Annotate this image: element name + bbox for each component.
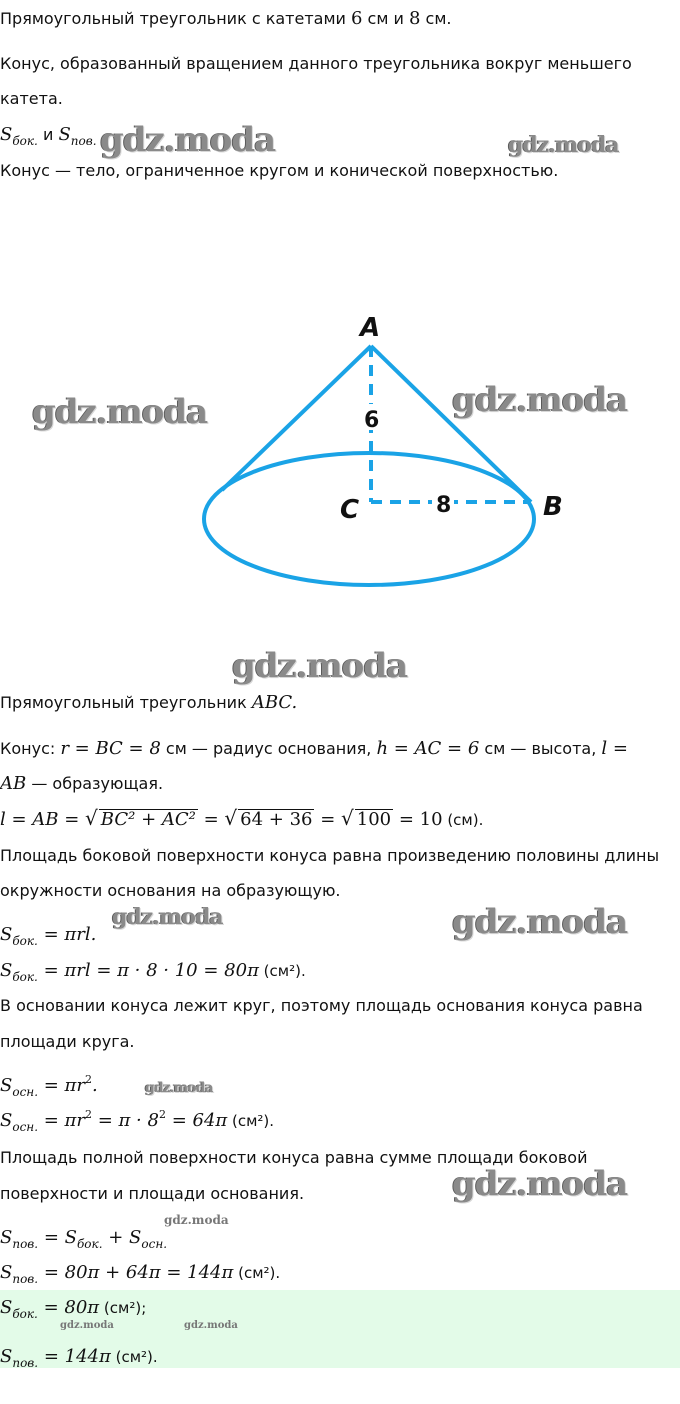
base-text-1: В основании конуса лежит круг, поэтому площадь основания конуса равна: [0, 996, 643, 1015]
total-calc: = 80π + 64π = 144π: [38, 1262, 234, 1283]
radius-value-label: 8: [436, 493, 452, 518]
watermark: gdz.moda: [452, 380, 628, 420]
slant-calc-line: [0, 807, 483, 831]
s-symbol: S: [0, 1075, 13, 1096]
s-symbol: S: [0, 960, 13, 981]
sqrt-icon: √: [85, 806, 98, 830]
s-symbol: S: [0, 1262, 13, 1283]
base-text-2: площади круга.: [0, 1032, 135, 1051]
sqrt-icon: √: [224, 806, 238, 830]
solution-triangle-line: [0, 692, 297, 714]
sqrt-radicand-3: 100: [356, 809, 392, 830]
s-sub: пов.: [12, 1237, 39, 1251]
cone-base-ellipse: [204, 453, 534, 585]
leg-b: 8: [409, 8, 421, 29]
answer-total-line: [0, 1346, 158, 1369]
slant-text: — образующая.: [26, 774, 164, 793]
s-sub: осн.: [12, 1085, 39, 1099]
given-text-mid: см и: [362, 9, 409, 28]
find-object-line1: Конус, образованный вращением данного треугольника вокруг меньшего: [0, 54, 632, 73]
square-exp: 2: [84, 1108, 92, 1121]
eq-sign: =: [38, 1227, 65, 1248]
watermark: gdz.moda: [100, 120, 276, 160]
s-symbol: S: [64, 1227, 77, 1248]
total-unit: (см²).: [233, 1264, 281, 1282]
ab-expr: AB: [0, 773, 27, 794]
watermark: gdz.moda: [112, 904, 223, 930]
watermark: gdz.moda: [60, 1320, 114, 1331]
answer-total-value: = 144π: [38, 1346, 111, 1367]
watermark: gdz.moda: [508, 132, 619, 158]
sqrt-icon: √: [341, 806, 354, 830]
cone-generator-left: [222, 346, 371, 490]
s-symbol: S: [0, 1110, 13, 1131]
and-text: и: [37, 125, 59, 144]
base-calc-line: [0, 1110, 274, 1134]
cone-params-line: [0, 738, 628, 760]
slant-calc-lhs: l = AB =: [0, 809, 86, 830]
s-sub: пов.: [12, 1272, 39, 1286]
s-lateral-sub: бок.: [12, 134, 38, 148]
s-total-symbol: S: [58, 124, 71, 145]
triangle-name: ABC.: [251, 692, 298, 713]
base-formula: = πr: [38, 1075, 85, 1096]
base-calc-2: = π · 8: [91, 1110, 159, 1131]
sqrt-radicand-2: 64 + 36: [240, 809, 313, 830]
height-text: см — высота,: [479, 739, 602, 758]
watermark: gdz.moda: [452, 1164, 628, 1204]
plus-sign: +: [102, 1227, 130, 1248]
triangle-prefix: Прямоугольный треугольник: [0, 693, 252, 712]
cone-figure: [0, 300, 680, 600]
cone-prefix: Конус:: [0, 739, 61, 758]
s-sub: бок.: [12, 934, 38, 948]
answer-total-unit: (см²).: [110, 1348, 158, 1366]
lateral-formula-line: [0, 924, 96, 947]
watermark: gdz.moda: [32, 392, 208, 432]
s-symbol: S: [129, 1227, 142, 1248]
s-sub: бок.: [12, 970, 38, 984]
base-unit: (см²).: [227, 1112, 275, 1130]
eq-sign-2: =: [314, 809, 342, 830]
s-symbol: S: [0, 924, 13, 945]
slant-unit: (см).: [442, 811, 484, 829]
s-total-sub: пов.: [70, 134, 97, 148]
lateral-text-2: окружности основания на образующую.: [0, 881, 341, 900]
base-calc-1: = πr: [38, 1110, 85, 1131]
watermark: gdz.moda: [164, 1213, 229, 1227]
watermark: gdz.moda: [184, 1320, 238, 1331]
s-sub: бок.: [12, 1307, 38, 1321]
base-formula-line: [0, 1075, 98, 1099]
total-text-1: Площадь полной поверхности конуса равна сумме площади боковой: [0, 1148, 588, 1167]
given-text-after: см.: [420, 9, 452, 28]
slant-definition-line: [0, 773, 163, 795]
eq-sign-1: =: [197, 809, 225, 830]
find-object-line2: катета.: [0, 89, 63, 108]
given-line: [0, 8, 452, 30]
watermark: gdz.moda: [452, 902, 628, 942]
square-exp: 2: [84, 1073, 92, 1086]
s-sub: осн.: [12, 1120, 39, 1134]
vertex-label-c: C: [340, 495, 360, 525]
answer-lateral-unit: (см²);: [99, 1299, 147, 1317]
period: .: [91, 1075, 98, 1096]
s-symbol: S: [0, 1297, 13, 1318]
answer-lateral-value: = 80π: [37, 1297, 100, 1318]
total-formula-line: [0, 1227, 167, 1250]
lateral-formula: = πrl.: [37, 924, 97, 945]
radius-text: см — радиус основания,: [160, 739, 377, 758]
slant-expr: l =: [601, 738, 628, 759]
s-sub: пов.: [12, 1356, 39, 1370]
s-lateral-symbol: S: [0, 124, 13, 145]
definition-text: Конус — тело, ограниченное кругом и конической поверхностью.: [0, 161, 559, 180]
sqrt-radicand-1: BC² + AC²: [100, 809, 196, 830]
base-calc-3: = 64π: [165, 1110, 228, 1131]
answer-lateral-line: [0, 1297, 146, 1320]
lateral-calc-line: [0, 960, 306, 983]
height-value-label: 6: [364, 408, 380, 433]
watermark: gdz.moda: [232, 646, 408, 686]
slant-result: = 10: [393, 809, 443, 830]
height-expr: h = AC = 6: [376, 738, 480, 759]
lateral-text-1: Площадь боковой поверхности конуса равна произведению половины длины: [0, 846, 660, 865]
find-line: [0, 124, 97, 147]
vertex-label-a: A: [360, 313, 381, 343]
vertex-label-b: B: [543, 492, 563, 522]
radius-expr: r = BC = 8: [60, 738, 161, 759]
s-symbol: S: [0, 1227, 13, 1248]
watermark: gdz.moda: [145, 1080, 213, 1096]
total-calc-line: [0, 1262, 280, 1285]
s-sub: осн.: [141, 1237, 168, 1251]
lateral-unit: (см²).: [258, 962, 306, 980]
square-exp: 2: [158, 1108, 166, 1121]
total-text-2: поверхности и площади основания.: [0, 1184, 305, 1203]
s-sub: бок.: [76, 1237, 103, 1251]
given-text: Прямоугольный треугольник с катетами: [0, 9, 352, 28]
s-symbol: S: [0, 1346, 13, 1367]
leg-a: 6: [351, 8, 363, 29]
cone-generator-right: [371, 346, 531, 502]
lateral-calc: = πrl = π · 8 · 10 = 80π: [37, 960, 259, 981]
